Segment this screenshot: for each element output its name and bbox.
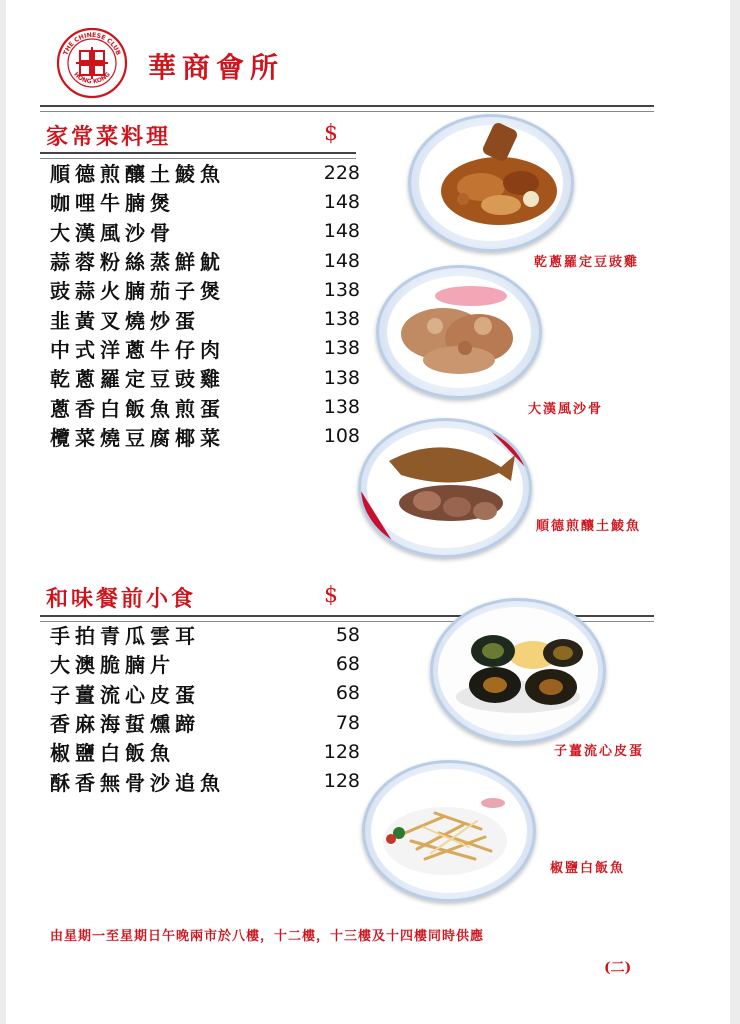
menu-item	[50, 158, 360, 187]
menu-item-name: 手拍青瓜雲耳	[50, 624, 200, 649]
menu-item	[50, 217, 360, 246]
menu-item-name: 子薑流心皮蛋	[50, 682, 200, 707]
menu-item-price: 138	[323, 278, 360, 301]
menu-list-appetizers	[50, 620, 360, 796]
page-number: (二)	[604, 960, 632, 976]
availability-note: 由星期一至星期日午晚兩市於八樓，十二樓，十三樓及十四樓同時供應	[50, 929, 485, 944]
menu-item-name: 豉蒜火腩茄子煲	[50, 279, 225, 304]
photo-caption: 子薑流心皮蛋	[554, 744, 645, 759]
menu-item	[50, 679, 360, 708]
photo-caption: 大漢風沙骨	[528, 402, 604, 417]
header-divider	[40, 105, 654, 112]
photo-caption: 順德煎釀土鯪魚	[536, 519, 642, 534]
menu-item-name: 順德煎釀土鯪魚	[50, 162, 225, 187]
menu-item-price: 108	[323, 425, 360, 448]
menu-item-name: 中式洋蔥牛仔肉	[50, 337, 225, 362]
menu-item	[50, 422, 360, 451]
menu-item-price: 138	[323, 366, 360, 389]
fried-spare-ribs-photo	[376, 265, 542, 399]
club-logo-icon	[56, 27, 128, 99]
menu-item-name: 酥香無骨沙追魚	[50, 770, 225, 795]
menu-item-name: 香麻海蜇燻蹄	[50, 712, 200, 737]
logo-text-top: THE CHINESE CLUB	[62, 31, 122, 57]
menu-item	[50, 620, 360, 649]
menu-item-name: 咖哩牛腩煲	[50, 191, 175, 216]
menu-item-price: 138	[323, 337, 360, 360]
section-title-home-dishes: 家常菜料理	[46, 124, 172, 150]
menu-item-price: 148	[323, 190, 360, 213]
menu-item-price: 128	[323, 770, 360, 793]
menu-item-price: 138	[323, 308, 360, 331]
salt-pepper-whitebait-photo	[362, 760, 536, 902]
menu-item	[50, 246, 360, 275]
menu-item	[50, 363, 360, 392]
menu-item-name: 欖菜燒豆腐椰菜	[50, 425, 225, 450]
menu-item	[50, 766, 360, 795]
menu-item	[50, 708, 360, 737]
menu-item	[50, 737, 360, 766]
menu-item-price: 78	[335, 711, 360, 734]
club-name-title: 華商會所	[148, 51, 285, 84]
menu-item	[50, 304, 360, 333]
menu-item-price: 128	[323, 740, 360, 763]
century-egg-photo	[430, 598, 606, 744]
menu-item	[50, 275, 360, 304]
menu-item-price: 68	[335, 682, 360, 705]
menu-item-price: 228	[323, 161, 360, 184]
menu-item-name: 乾蔥羅定豆豉雞	[50, 367, 225, 392]
section-currency-appetizers: $	[324, 583, 338, 608]
menu-item-name: 椒鹽白飯魚	[50, 741, 175, 766]
menu-page	[6, 0, 730, 1024]
menu-item-name: 蒜蓉粉絲蒸鮮魷	[50, 250, 225, 275]
braised-chicken-photo	[408, 114, 574, 252]
photo-caption: 椒鹽白飯魚	[550, 861, 626, 876]
section-title-appetizers: 和味餐前小食	[46, 586, 197, 612]
menu-item-name: 大澳脆腩片	[50, 653, 175, 678]
menu-item-price: 148	[323, 249, 360, 272]
menu-item	[50, 334, 360, 363]
menu-item-name: 韭黃叉燒炒蛋	[50, 308, 200, 333]
menu-list-home-dishes	[50, 158, 360, 451]
menu-item-price: 58	[335, 623, 360, 646]
logo-text-bottom: HONG KONG	[72, 71, 112, 86]
section-currency-home-dishes: $	[324, 121, 338, 146]
menu-item-price: 68	[335, 652, 360, 675]
menu-item-name: 大漢風沙骨	[50, 220, 175, 245]
menu-item	[50, 649, 360, 678]
menu-item	[50, 187, 360, 216]
menu-item-name: 蔥香白飯魚煎蛋	[50, 396, 225, 421]
stuffed-fish-photo	[358, 418, 532, 558]
menu-item-price: 148	[323, 220, 360, 243]
menu-item	[50, 392, 360, 421]
menu-item-price: 138	[323, 396, 360, 419]
photo-caption: 乾蔥羅定豆豉雞	[534, 255, 640, 270]
